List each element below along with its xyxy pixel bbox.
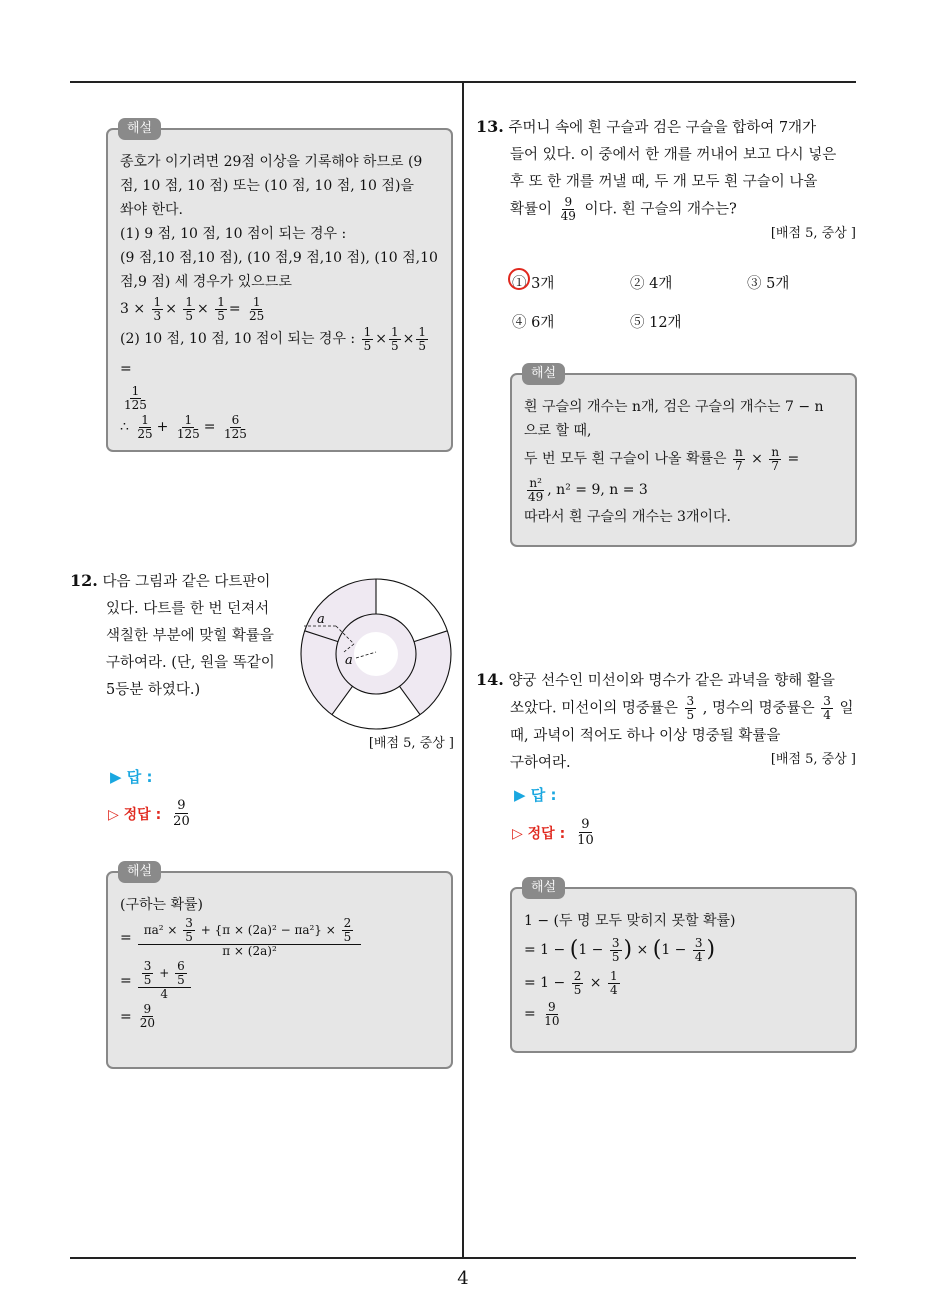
option-1[interactable]: ① 3개: [512, 276, 555, 292]
sol11-line: (9 점,10 점,10 점), (10 점,9 점,10 점), (10 점,10: [120, 250, 438, 266]
solution-11-box: [106, 121, 453, 452]
sol12-line: (구하는 확률): [120, 897, 203, 913]
sol13-formula: $\frac{\text{n²}}{49}$ , n² = 9, n = 3: [528, 475, 648, 504]
solution-tag: 해설: [522, 877, 565, 899]
sol11-line: 점, 10 점, 10 점) 또는 (10 점, 10 점, 10 점)을: [120, 178, 414, 194]
sol11-formula: $\frac{1}{125}$: [124, 383, 147, 412]
option-2[interactable]: ② 4개: [630, 276, 673, 292]
q12-correct-answer: ▷ 정답 : $\frac{9}{20}$: [108, 798, 190, 829]
sol14-formula: = 1 − (1 − $\frac{3}{5}$ ) × (1 − $\frac{3}{4}$ ): [524, 935, 716, 964]
page-number: 4: [457, 1268, 469, 1289]
bottom-rule: [70, 1257, 856, 1259]
question-number: 14.: [476, 670, 504, 689]
solution-tag: 해설: [522, 363, 565, 385]
sol11-formula: ∴ $\frac{1}{25}$ + $\frac{1}{125}$ = $\frac{6}{125}$: [120, 412, 247, 441]
q14-points: [배점 5, 중상 ]: [770, 752, 856, 767]
question-12: 12. 다음 그림과 같은 다트판이 있다. 다트를 한 번 던져서 색칠한 부분에 맞힐 확률을 구하여라. (단, 원을 똑같이 5등분 하였다.): [70, 571, 275, 698]
sol13-line: 흰 구슬의 개수는 n개, 검은 구슬의 개수는 7 − n: [524, 399, 824, 415]
q12-points: [배점 5, 중상 ]: [368, 736, 454, 751]
option-3[interactable]: ③ 5개: [747, 276, 790, 292]
sol14-formula: = 1 − $\frac{2}{5}$ × $\frac{1}{4}$: [524, 968, 618, 997]
sol14-line: 1 − (두 명 모두 맞히지 못할 확률): [524, 913, 736, 929]
solution-12-box: [106, 864, 453, 1069]
sol11-formula: (2) 10 점, 10 점, 10 점이 되는 경우 : $\frac{1}{5}$ × $\frac{1}{5}$ × $\frac{1}{5}$ =: [120, 324, 426, 377]
sol13-formula: 두 번 모두 흰 구슬이 나올 확률은 $\frac{n}{7}$ × $\frac{n}{7}$ =: [524, 444, 800, 473]
q12-answer-label[interactable]: ▶ 답 :: [110, 768, 153, 786]
sol14-formula: = $\frac{9}{10}$: [524, 999, 560, 1028]
sol13-line: 따라서 흰 구슬의 개수는 3개이다.: [524, 509, 731, 525]
sol11-line: 쏴야 한다.: [120, 202, 183, 218]
sol11-formula: 3 × $\frac{1}{3}$ × $\frac{1}{5}$ × $\frac{1}{5}$ = $\frac{1}{25}$: [120, 294, 265, 323]
option-5[interactable]: ⑤ 12개: [630, 315, 682, 331]
question-number: 12.: [70, 571, 98, 590]
question-13: 13. 주머니 속에 흰 구슬과 검은 구슬을 합하여 7개가 들어 있다. 이 중에서 한 개를 꺼내어 보고 다시 넣은 후 또 한 개를 꺼낼 때, 두 개 모두 흰 구슬이 나올 확률이 $\frac{9}{49}$ 이다. 흰 구슬의 개수는?: [476, 117, 837, 223]
question-14: 14. 양궁 선수인 미선이와 명수가 같은 과녁을 향해 활을 쏘았다. 미선이의 명중률은 $\frac{3}{5}$ , 명수의 명중률은 $\frac{3}{4}$ 일 때, 과녁이 적어도 하나 이상 명중될 확률을 구하여라.: [476, 670, 854, 771]
option-4[interactable]: ④ 6개: [512, 315, 555, 331]
radius-dashed: [356, 652, 376, 658]
sol12-formula: = $\frac{9}{20}$: [120, 1002, 156, 1030]
label-a: a: [317, 612, 325, 627]
q13-points: [배점 5, 중상 ]: [770, 226, 856, 241]
solution-tag: 해설: [118, 861, 161, 883]
selected-answer-circle: [508, 268, 530, 290]
sol11-line: (1) 9 점, 10 점, 10 점이 되는 경우 :: [120, 226, 347, 242]
column-divider: [462, 83, 464, 1258]
label-a: a: [345, 653, 353, 668]
sol12-formula: = πa² × $\frac{3}{5}$ + {π × (2a)² − πa²} × $\frac{2}{5}$ π × (2a)²: [120, 917, 439, 958]
q14-answer-label[interactable]: ▶ 답 :: [514, 786, 557, 804]
sol11-line: 점,9 점) 세 경우가 있으므로: [120, 274, 292, 290]
dartboard-figure: [296, 572, 462, 738]
solution-tag: 해설: [118, 118, 161, 140]
sol13-line: 으로 할 때,: [524, 423, 592, 439]
solution-14-box: [510, 880, 857, 1053]
solution-13-box: [510, 366, 857, 547]
sol11-line: 종호가 이기려면 29점 이상을 기록해야 하므로 (9: [120, 154, 423, 170]
sol12-formula: = $\frac{3}{5}$ + $\frac{6}{5}$ 4: [120, 960, 439, 1001]
question-number: 13.: [476, 117, 504, 136]
q14-correct-answer: ▷ 정답 : $\frac{9}{10}$: [512, 817, 594, 848]
